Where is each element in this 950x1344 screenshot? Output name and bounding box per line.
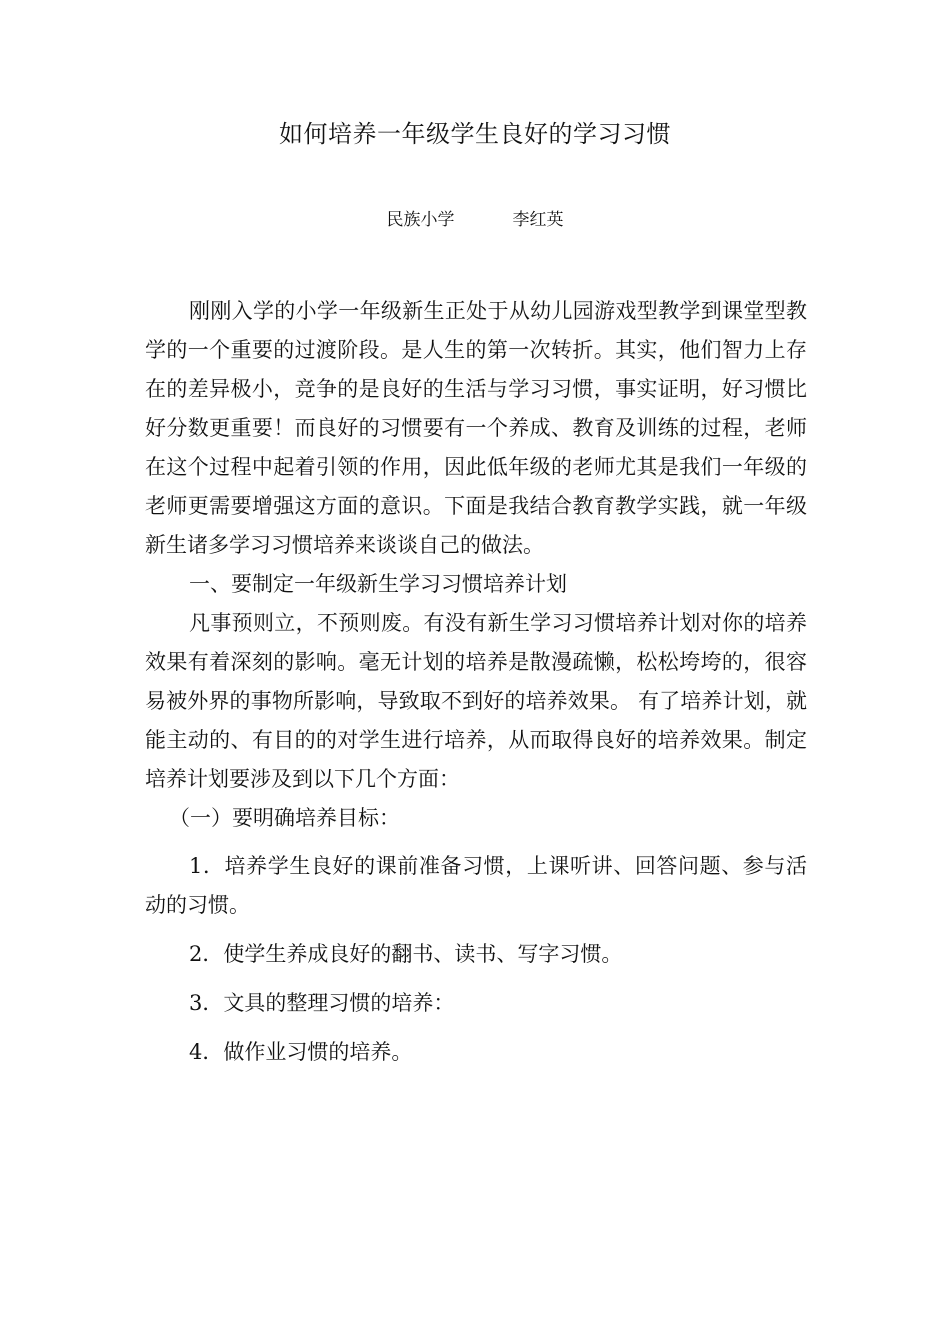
goal-item-2: 2．使学生养成良好的翻书、读书、写字习惯。	[189, 942, 623, 966]
document-body	[145, 292, 807, 1072]
goal-item-3: 3．文具的整理习惯的培养：	[189, 991, 455, 1015]
document-title: 如何培养一年级学生良好的学习习惯	[279, 120, 671, 148]
goal-item-4: 4．做作业习惯的培养。	[189, 1040, 413, 1064]
author-name: 李红英	[512, 210, 564, 230]
section-1-paragraph: 凡事预则立，不预则废。有没有新生学习习惯培养计划对你的培养效果有着深刻的影响。毫无计划的培养是散漫疏懒，松松垮垮的，很容易被外界的事物所影响，导致取不到好的培养效果。 有了培养计划，就能主动的、有目的的对学生进行培养，从而取得良好的培养效果。制定培养计划要涉及到以下几个方面：	[145, 611, 807, 791]
author-byline	[0, 208, 950, 232]
author-school: 民族小学	[386, 210, 455, 230]
intro-paragraph: 刚刚入学的小学一年级新生正处于从幼儿园游戏型教学到课堂型教学的一个重要的过渡阶段。是人生的第一次转折。其实，他们智力上存在的差异极小，竞争的是良好的生活与学习习惯，事实证明，好习惯比好分数更重要！而良好的习惯要有一个养成、教育及训练的过程，老师在这个过程中起着引领的作用，因此低年级的老师尤其是我们一年级的老师更需要增强这方面的意识。下面是我结合教育教学实践，就一年级新生诸多学习习惯培养来谈谈自己的做法。	[145, 299, 807, 557]
subsection-heading-1: （一）要明确培养目标：	[169, 806, 400, 830]
goal-item-1: 1．培养学生良好的课前准备习惯，上课听讲、回答问题、参与活动的习惯。	[145, 854, 807, 917]
section-heading-1: 一、要制定一年级新生学习习惯培养计划	[189, 572, 567, 596]
